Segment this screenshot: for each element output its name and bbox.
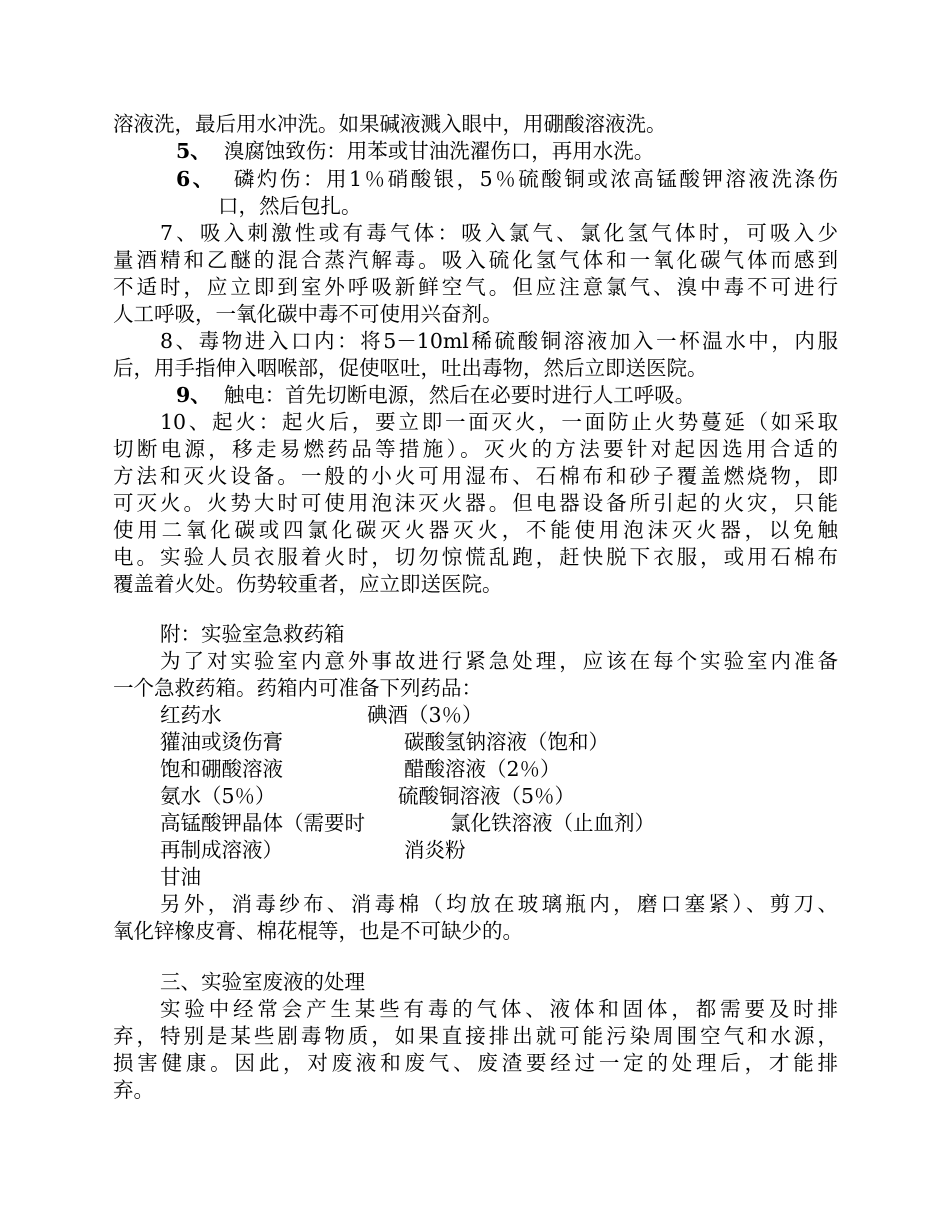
paragraph-line: 电。实验人员衣服着火时，切勿惊慌乱跑，赶快脱下衣服，或用石棉布 [113, 545, 838, 569]
paragraph-line: 溶液洗，最后用水冲洗。如果碱液溅入眼中，用硼酸溶液洗。 [113, 112, 667, 136]
paragraph-line: 可灭火。火势大时可使用泡沫灭火器。但电器设备所引起的火灾，只能 [113, 491, 838, 515]
paragraph-line: 实验中经常会产生某些有毒的气体、液体和固体，都需要及时排 [160, 997, 838, 1021]
list-text: 磷灼伤：用1％硝酸银，5％硫酸铜或浓高锰酸钾溶液洗涤伤 [233, 167, 838, 191]
paragraph-line: 切断电源，移走易燃药品等措施）。灭火的方法要针对起因选用合适的 [113, 437, 838, 461]
paragraph-line: 人工呼吸，一氧化碳中毒不可使用兴奋剂。 [113, 302, 503, 326]
kit-item: 再制成溶液） [160, 838, 283, 862]
list-number: 5、 [176, 139, 211, 163]
kit-item: 红药水 [160, 703, 222, 727]
list-item-9 [176, 382, 838, 408]
kit-item: 甘油 [160, 865, 201, 889]
kit-item: 碳酸氢钠溶液（饱和） [404, 730, 609, 754]
appendix-title: 附：实验室急救药箱 [160, 622, 345, 646]
paragraph-line: 一个急救药箱。药箱内可准备下列药品： [113, 676, 482, 700]
list-number: 6、 [176, 167, 216, 191]
paragraph-line: 另外，消毒纱布、消毒棉（均放在玻璃瓶内，磨口塞紧）、剪刀、 [160, 892, 838, 916]
paragraph-line: 7、吸入刺激性或有毒气体：吸入氯气、氯化氢气体时，可吸入少 [160, 221, 838, 245]
kit-item: 饱和硼酸溶液 [160, 757, 283, 781]
kit-item: 碘酒（3％） [367, 703, 483, 727]
paragraph-line: 量酒精和乙醚的混合蒸汽解毒。吸入硫化氢气体和一氧化碳气体而感到 [113, 248, 838, 272]
paragraph-line: 不适时，应立即到室外呼吸新鲜空气。但应注意氯气、溴中毒不可进行 [113, 275, 838, 299]
kit-item: 氯化铁溶液（止血剂） [450, 811, 655, 835]
kit-item: 硫酸铜溶液（5％） [398, 784, 576, 808]
list-text: 触电：首先切断电源，然后在必要时进行人工呼吸。 [223, 383, 696, 407]
paragraph-line: 8、毒物进入口内：将5－10ml稀硫酸铜溶液加入一杯温水中，内服 [160, 329, 838, 353]
paragraph-line: 后，用手指伸入咽喉部，促使呕吐，吐出毒物，然后立即送医院。 [113, 356, 708, 380]
kit-item: 醋酸溶液（2％） [404, 757, 561, 781]
list-text: 溴腐蚀致伤：用苯或甘油洗濯伤口，再用水洗。 [223, 139, 655, 163]
paragraph-line: 方法和灭火设备。一般的小火可用湿布、石棉布和砂子覆盖燃烧物，即 [113, 464, 838, 488]
paragraph-line: 弃，特别是某些剧毒物质，如果直接排出就可能污染周围空气和水源， [113, 1024, 838, 1048]
kit-item: 消炎粉 [404, 838, 466, 862]
paragraph-line: 为了对实验室内意外事故进行紧急处理，应该在每个实验室内准备 [160, 649, 838, 673]
kit-item: 獾油或烫伤膏 [160, 730, 283, 754]
kit-item: 高锰酸钾晶体（需要时 [160, 811, 365, 835]
paragraph-line: 覆盖着火处。伤势较重者，应立即送医院。 [113, 572, 503, 596]
list-number: 9、 [176, 383, 211, 407]
paragraph-line: 氧化锌橡皮膏、棉花棍等，也是不可缺少的。 [113, 919, 523, 943]
paragraph-line: 弃。 [113, 1078, 154, 1102]
paragraph-line: 损害健康。因此，对废液和废气、废渣要经过一定的处理后，才能排 [113, 1051, 838, 1075]
paragraph-line: 使用二氧化碳或四氯化碳灭火器灭火，不能使用泡沫灭火器，以免触 [113, 518, 838, 542]
kit-item: 氨水（5％） [160, 784, 276, 808]
list-item-5 [176, 138, 838, 164]
paragraph-line: 口，然后包扎。 [218, 194, 362, 218]
section-title: 三、实验室废液的处理 [160, 970, 365, 994]
paragraph-line: 10、起火：起火后，要立即一面灭火，一面防止火势蔓延（如采取 [160, 410, 838, 434]
list-item-6 [176, 166, 838, 192]
